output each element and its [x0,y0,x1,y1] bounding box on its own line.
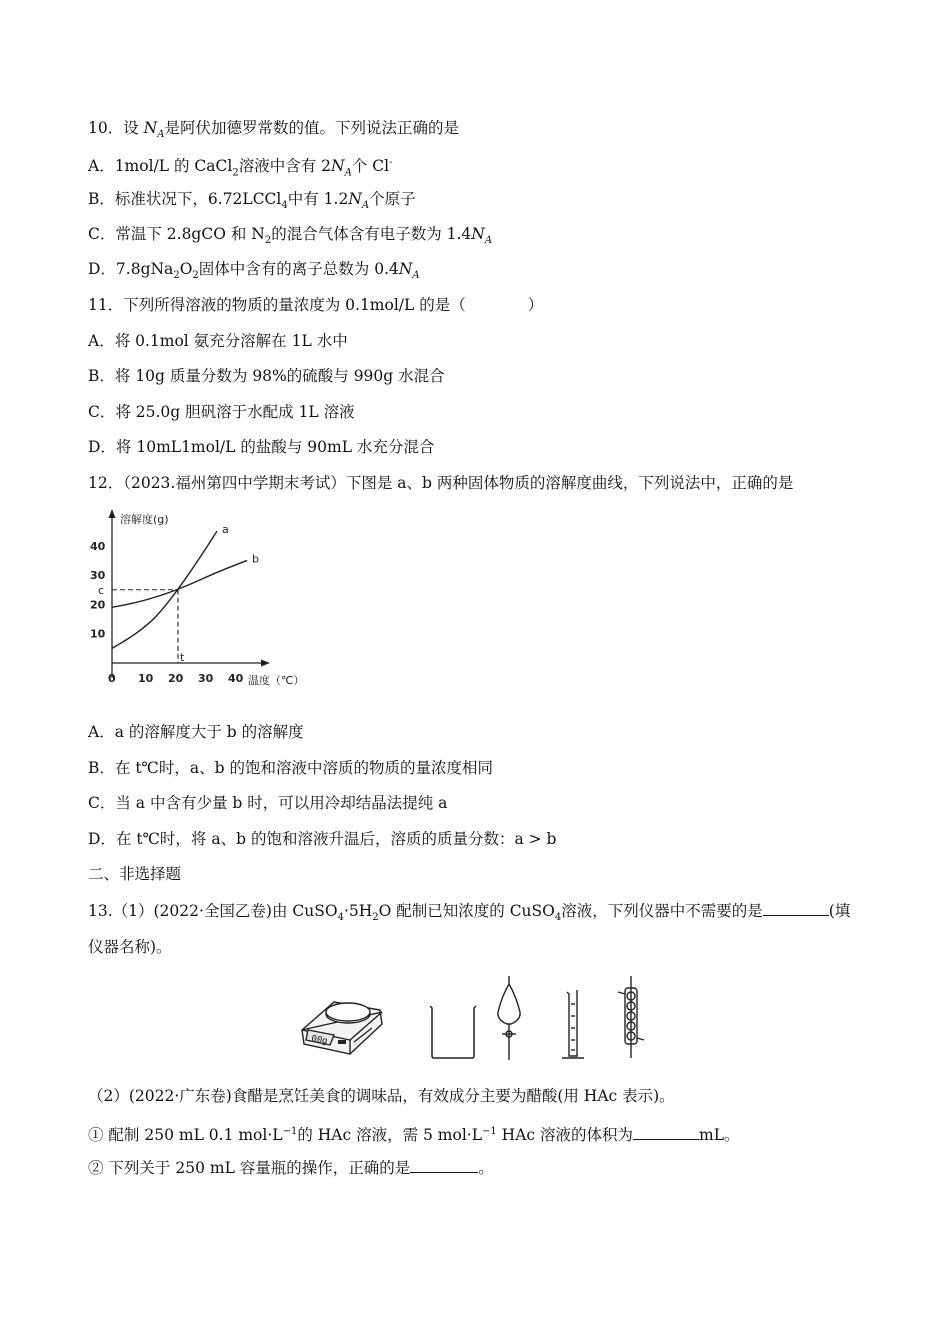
q13-part2-item2: ② 下列关于 250 mL 容量瓶的操作，正确的是 。 [88,1159,494,1177]
answer-blank[interactable] [763,900,829,916]
q13-part1-line2: 仪器名称)。 [88,938,172,956]
q11-option-c: C．将 25.0g 胆矾溶于水配成 1L 溶液 [88,403,355,421]
q13-part1-line1: 13.（1）(2022·全国乙卷)由 $CuSO_4\cdot 5H_2O$ 配制已知浓度的 CuSO$_4$溶液，下列仪器中不需要的是 (填 [88,902,851,924]
q12-option-d: D．在 t℃时，将 a、b 的饱和溶液升温后，溶质的质量分数：a > b [88,830,557,848]
x-tick-label: 30 [198,672,214,685]
y-tick-label: 40 [90,539,106,553]
q12-stem: 12．（2023.福州第四中学期末考试）下图是 a、b 两种固体物质的溶解度曲线，下列说法中，正确的是 [88,474,794,492]
balance-display: 00g [310,1034,329,1047]
intersection-t-label: t [180,651,185,664]
q12-option-c: C．当 a 中含有少量 b 时，可以用冷却结晶法提纯 a [88,794,448,812]
q12-option-b: B．在 t℃时，a、b 的饱和溶液中溶质的物质的量浓度相同 [88,759,493,777]
q11-option-d: D．将 10mL1mol/L 的盐酸与 90mL 水充分混合 [88,438,435,456]
solubility-chart [90,505,310,690]
electronic-balance-icon [302,1002,382,1054]
q13-part2-item1: ① 配制 250 mL 0.1 $mol\cdot L^{-1}$的 HAc 溶液，需 5 $mol\cdot L^{-1}$ HAc 溶液的体积为 mL。 [88,1126,740,1145]
q10-option-a: A．1mol/L 的 CaCl$_2$溶液中含有 $2N_A$个 Cl- [88,157,393,179]
x-tick-label: 40 [228,672,244,685]
x-axis-label: 温度（℃） [248,674,305,687]
q13-part2: （2）(2022·广东卷)食醋是烹饪美食的调味品，有效成分主要为醋酸(用 HAc 表示)。 [88,1087,675,1105]
separatory-funnel-icon [498,976,520,1060]
y-axis-arrow [109,509,116,518]
q11-stem: 11．下列所得溶液的物质的量浓度为 0.1mol/L 的是（ ） [88,296,544,314]
q11-option-b: B．将 10g 质量分数为 98%的硫酸与 990g 水混合 [88,367,445,385]
series-b-label: b [252,552,259,566]
graduated-cylinder-icon [562,990,584,1058]
y-axis-label: 溶解度(g) [120,513,169,526]
q11-option-a: A．将 0.1mol 氨充分溶解在 1L 水中 [88,332,348,350]
y-tick-label: c [98,583,105,597]
q10-option-c: C．常温下 2.8gCO 和 $N_2$的混合气体含有电子数为 $1.4N_A$ [88,225,493,247]
q10-option-b: B．标准状况下，6.72LCCl$_4$中有 $1.2N_A$个原子 [88,190,416,212]
y-tick-label: 30 [90,569,106,583]
series-a-label: a [222,523,229,537]
apparatus-figure [298,972,658,1064]
q10-stem: 10．设 $N_A$是阿伏加德罗常数的值。下列说法正确的是 [88,119,459,141]
x-tick-label: 0 [108,672,116,685]
y-tick-label: 10 [90,627,106,641]
q12-option-a: A．a 的溶解度大于 b 的溶解度 [88,723,304,741]
answer-blank[interactable] [633,1124,699,1140]
answer-blank[interactable] [410,1157,478,1173]
bulb-condenser-icon [618,976,644,1058]
section-heading: 二、非选择题 [88,865,182,883]
q10-option-d: D．$7.8gNa_2O_2$固体中含有的离子总数为 $0.4N_A$ [88,260,420,282]
x-axis-arrow [261,660,270,667]
beaker-icon [430,1006,476,1058]
x-tick-label: 10 [138,672,154,685]
y-tick-label: 20 [90,598,106,612]
x-tick-label: 20 [168,672,184,685]
series-b-line [112,560,247,607]
